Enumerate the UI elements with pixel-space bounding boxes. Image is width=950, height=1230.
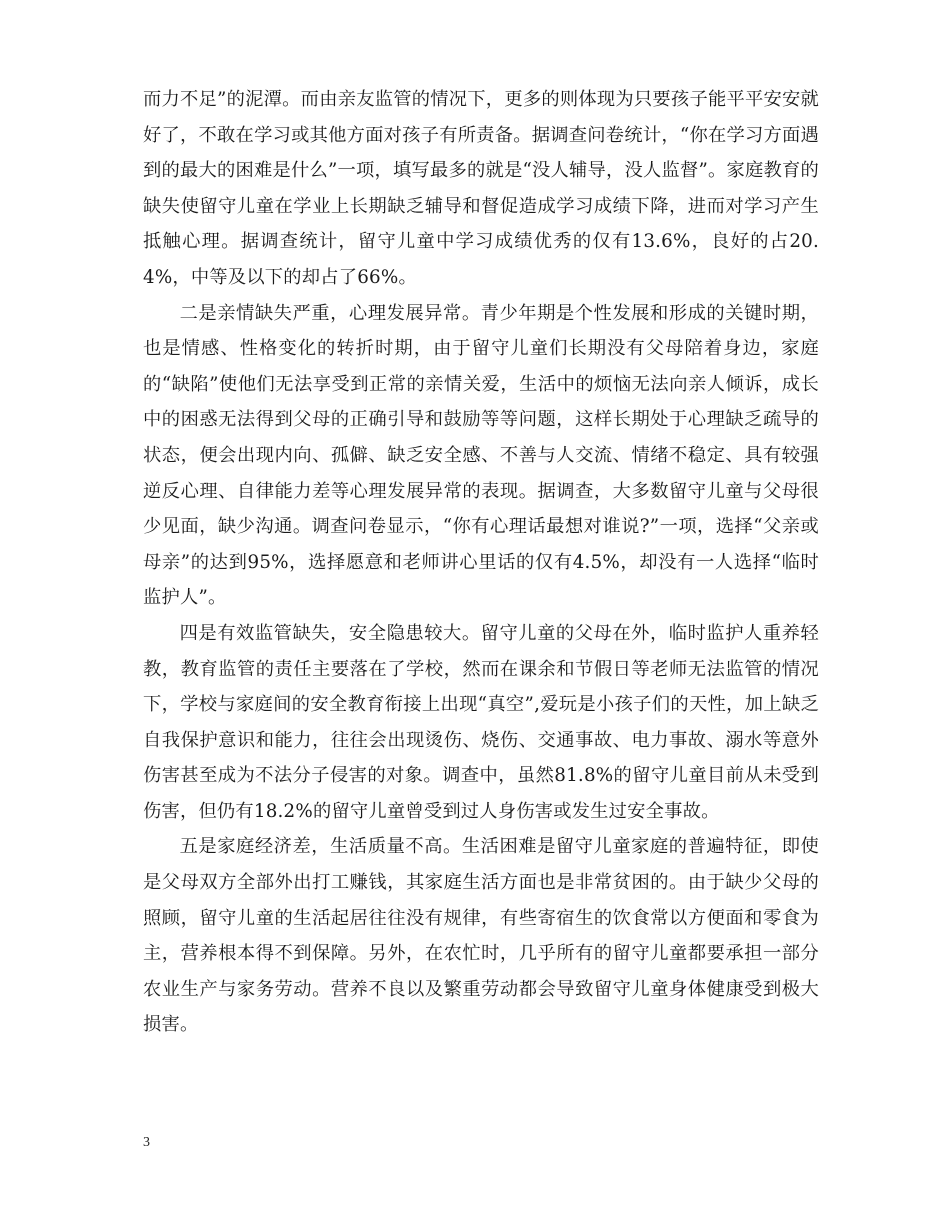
paragraph-2: 二是亲情缺失严重，心理发展异常。青少年期是个性发展和形成的关键时期，也是情感、性格变化的转折时期，由于留守儿童们长期没有父母陪着身边，家庭的“缺陷”使他们无法享受到正常的亲情关爱，生活中的烦恼无法向亲人倾诉，成长中的困惑无法得到父母的正确引导和鼓励等等问题，这样长期处于心理缺乏疏导的状态，便会出现内向、孤僻、缺乏安全感、不善与人交流、情绪不稳定、具有较强逆反心理、自律能力差等心理发展异常的表现。据调查，大多数留守儿童与父母很少见面，缺少沟通。调查问卷显示，“你有心理话最想对谁说?”一项，选择“父亲或母亲”的达到95%，选择愿意和老师讲心里话的仅有4.5%，却没有一人选择“临时监护人”。 — [143, 302, 819, 609]
body-text — [143, 82, 819, 1043]
page-number: 3 — [143, 1135, 150, 1150]
paragraph-1: 而力不足”的泥潭。而由亲友监管的情况下，更多的则体现为只要孩子能平平安安就好了，不敢在学习或其他方面对孩子有所责备。据调查问卷统计，“你在学习方面遇到的最大的困难是什么”一项，填写最多的就是“没人辅导，没人监督”。家庭教育的缺失使留守儿童在学业上长期缺乏辅导和督促造成学习成绩下降，进而对学习产生抵触心理。据调查统计，留守儿童中学习成绩优秀的仅有13.6%，良好的占20.4%，中等及以下的却占了66%。 — [143, 89, 819, 288]
paragraph-3: 四是有效监管缺失，安全隐患较大。留守儿童的父母在外，临时监护人重养轻教，教育监管的责任主要落在了学校，然而在课余和节假日等老师无法监管的情况下，学校与家庭间的安全教育衔接上出现“真空”,爱玩是小孩子们的天性，加上缺乏自我保护意识和能力，往往会出现烫伤、烧伤、交通事故、电力事故、溺水等意外伤害甚至成为不法分子侵害的对象。调查中，虽然81.8%的留守儿童目前从未受到伤害，但仍有18.2%的留守儿童曾受到过人身伤害或发生过安全事故。 — [143, 622, 819, 822]
paragraph-4: 五是家庭经济差，生活质量不高。生活困难是留守儿童家庭的普遍特征，即使是父母双方全部外出打工赚钱，其家庭生活方面也是非常贫困的。由于缺少父母的照顾，留守儿童的生活起居往往没有规律，有些寄宿生的饮食常以方便面和零食为主，营养根本得不到保障。另外，在农忙时，几乎所有的留守儿童都要承担一部分农业生产与家务劳动。营养不良以及繁重劳动都会导致留守儿童身体健康受到极大损害。 — [143, 836, 819, 1036]
